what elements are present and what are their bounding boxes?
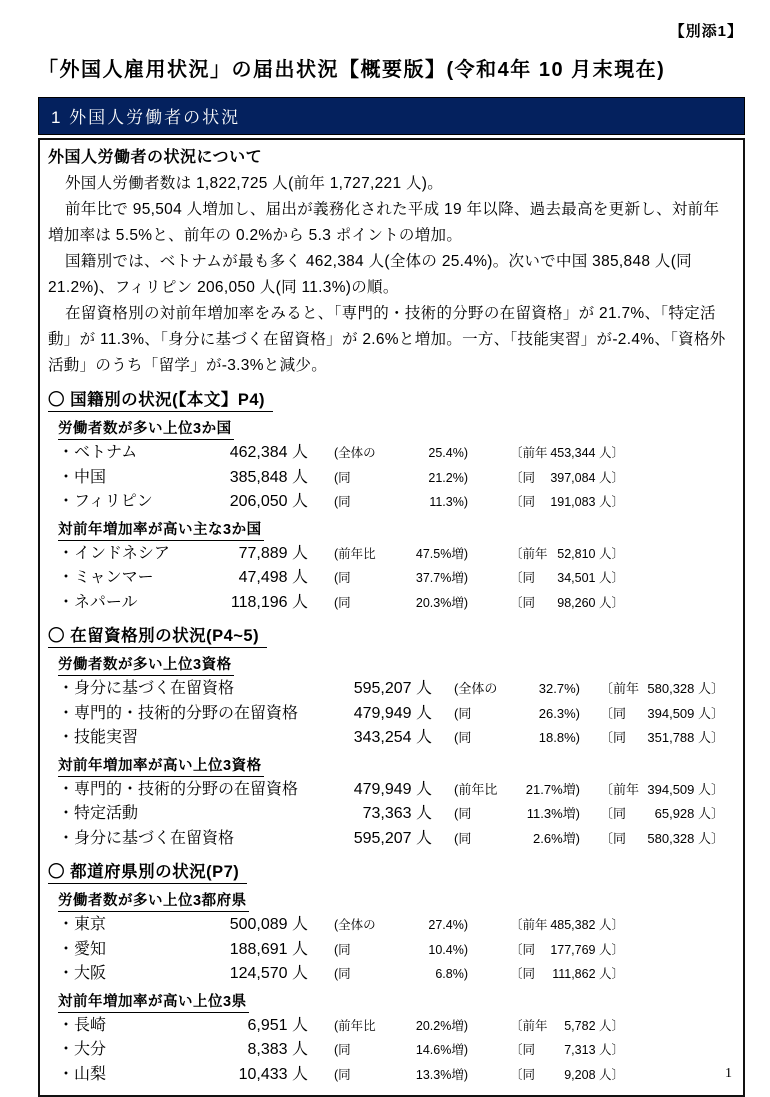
note-value: 14.6%増) xyxy=(415,1043,468,1057)
group-rows xyxy=(58,677,735,751)
prev-value: 394,509 人〕 xyxy=(647,705,724,721)
overview-paragraph: 外国人労働者数は 1,822,725 人(前年 1,727,221 人)。 xyxy=(65,175,444,192)
row-previous-year xyxy=(510,1014,624,1039)
row-share-note xyxy=(454,827,580,852)
data-group xyxy=(58,751,735,852)
note-value: 26.3%) xyxy=(538,705,580,721)
prev-value: 453,344 人〕 xyxy=(550,446,624,460)
row-share-note xyxy=(334,466,468,491)
row-previous-year xyxy=(510,1038,624,1063)
prev-prefix: 〔同 xyxy=(510,967,536,981)
row-value: 6,951 人 xyxy=(247,1016,308,1034)
row-previous-year xyxy=(600,802,724,827)
row-share-note xyxy=(334,566,468,591)
row-share-note xyxy=(334,490,468,515)
note-value: 32.7%) xyxy=(538,681,580,696)
group-rows xyxy=(58,542,735,616)
data-group xyxy=(58,650,735,751)
note-prefix: (同 xyxy=(334,967,351,981)
overview-paragraph: 在留資格別の対前年増加率をみると、「専門的・技術的分野の在留資格」が 21.7%、「特定活動」が 11.3%、「身分に基づく在留資格」が 2.6%と増加。一方、「技能実習」が-2.4%、「資格外活動」のうち「留学」が-3.3%と減少。 xyxy=(48,305,726,374)
note-value: 11.3%) xyxy=(429,495,468,509)
note-prefix: (全体の xyxy=(334,446,376,460)
row-previous-year xyxy=(510,1063,624,1088)
data-row xyxy=(58,827,735,852)
data-row xyxy=(58,726,735,751)
prev-value: 580,328 人〕 xyxy=(647,830,724,846)
group-subheading: 労働者数が多い上位3資格 xyxy=(58,653,234,676)
row-value: 188,691 人 xyxy=(229,940,308,958)
row-label: ・ネパール xyxy=(58,593,138,611)
row-previous-year xyxy=(510,962,624,987)
data-row xyxy=(58,1063,735,1088)
group-subheading: 対前年増加率が高い主な3か国 xyxy=(58,518,264,541)
data-row xyxy=(58,466,735,491)
row-label: ・身分に基づく在留資格 xyxy=(58,680,235,697)
note-value: 37.7%増) xyxy=(415,571,468,585)
row-label: ・大阪 xyxy=(58,965,107,982)
data-group xyxy=(58,987,735,1088)
row-value: 124,570 人 xyxy=(229,965,308,982)
row-label: ・東京 xyxy=(58,916,107,933)
group-rows xyxy=(58,778,735,852)
row-previous-year xyxy=(510,938,624,963)
row-value: 595,207 人 xyxy=(353,680,432,697)
note-prefix: (全体の xyxy=(334,918,376,932)
note-value: 2.6%増) xyxy=(533,830,580,846)
note-prefix: (同 xyxy=(454,730,472,745)
row-previous-year xyxy=(510,490,624,515)
prev-value: 485,382 人〕 xyxy=(550,918,624,932)
prev-prefix: 〔前年 xyxy=(600,681,640,696)
row-previous-year xyxy=(510,542,624,567)
note-prefix: (全体の xyxy=(454,681,498,696)
note-prefix: (前年比 xyxy=(454,781,498,797)
prev-value: 111,862 人〕 xyxy=(552,967,624,981)
note-prefix: (同 xyxy=(334,571,351,585)
prev-value: 5,782 人〕 xyxy=(564,1018,624,1033)
row-label: ・中国 xyxy=(58,468,107,486)
row-label: ・大分 xyxy=(58,1041,107,1058)
row-share-note xyxy=(334,962,468,987)
section-groups xyxy=(48,650,735,851)
data-row xyxy=(58,490,735,515)
row-share-note xyxy=(334,591,468,616)
group-rows xyxy=(58,913,735,987)
overview-paragraphs xyxy=(48,171,735,379)
prev-value: 52,810 人〕 xyxy=(557,546,624,561)
row-value: 479,949 人 xyxy=(353,704,432,722)
row-value: 77,889 人 xyxy=(238,544,308,562)
note-value: 21.7%増) xyxy=(525,781,580,797)
row-value: 500,089 人 xyxy=(229,916,308,933)
prev-value: 177,769 人〕 xyxy=(550,942,624,957)
group-subheading: 対前年増加率が高い上位3県 xyxy=(58,990,249,1013)
row-label: ・愛知 xyxy=(58,940,107,958)
data-group xyxy=(58,886,735,987)
overview-heading: 外国人労働者の状況について xyxy=(48,149,263,166)
group-subheading: 労働者数が多い上位3か国 xyxy=(58,417,234,440)
data-row xyxy=(58,591,735,616)
section-heading xyxy=(48,622,735,648)
row-value: 343,254 人 xyxy=(353,729,432,746)
row-label: ・山梨 xyxy=(58,1065,107,1083)
row-label: ・長崎 xyxy=(58,1016,107,1034)
prev-value: 394,509 人〕 xyxy=(647,781,724,797)
group-subheading: 対前年増加率が高い上位3資格 xyxy=(58,754,264,777)
row-value: 479,949 人 xyxy=(353,780,432,798)
note-prefix: (同 xyxy=(454,806,472,821)
overview-paragraph: 前年比で 95,504 人増加し、届出が義務化された平成 19 年以降、過去最高を更新し、対前年増加率は 5.5%と、前年の 0.2%から 5.3 ポイントの増加。 xyxy=(48,201,720,244)
note-value: 21.2%) xyxy=(428,470,468,485)
row-value: 118,196 人 xyxy=(230,593,308,611)
row-previous-year xyxy=(600,677,724,702)
row-label: ・専門的・技術的分野の在留資格 xyxy=(58,780,299,798)
note-value: 20.3%増) xyxy=(415,595,468,610)
sections-container xyxy=(48,386,735,1087)
row-label: ・ミャンマー xyxy=(58,569,154,586)
prev-prefix: 〔同 xyxy=(600,806,627,821)
row-previous-year xyxy=(510,913,624,938)
section-groups xyxy=(48,414,735,615)
note-value: 47.5%増) xyxy=(415,546,468,561)
data-row xyxy=(58,566,735,591)
data-row xyxy=(58,802,735,827)
content-box xyxy=(38,138,745,1097)
note-prefix: (同 xyxy=(454,830,472,846)
data-row xyxy=(58,441,735,466)
section-residence-status xyxy=(48,622,735,851)
note-prefix: (同 xyxy=(334,595,351,610)
row-previous-year xyxy=(600,702,724,727)
row-share-note xyxy=(334,1014,468,1039)
note-prefix: (同 xyxy=(334,1067,351,1082)
page-number: 1 xyxy=(725,1066,732,1081)
section-groups xyxy=(48,886,735,1087)
prev-prefix: 〔同 xyxy=(600,705,627,721)
row-previous-year xyxy=(600,726,724,751)
section-nationality xyxy=(48,386,735,615)
row-label: ・インドネシア xyxy=(58,544,170,562)
row-label: ・技能実習 xyxy=(58,729,139,746)
note-prefix: (同 xyxy=(334,942,351,957)
row-value: 385,848 人 xyxy=(229,468,308,486)
row-share-note xyxy=(454,677,580,702)
row-previous-year xyxy=(600,778,724,803)
prev-prefix: 〔同 xyxy=(510,571,536,585)
prev-prefix: 〔前年 xyxy=(510,918,548,932)
row-value: 462,384 人 xyxy=(229,444,308,461)
data-row xyxy=(58,938,735,963)
prev-prefix: 〔同 xyxy=(510,495,536,509)
prev-value: 9,208 人〕 xyxy=(564,1067,624,1082)
prev-value: 351,788 人〕 xyxy=(647,730,724,745)
note-value: 11.3%増) xyxy=(526,806,580,821)
data-row xyxy=(58,677,735,702)
row-label: ・フィリピン xyxy=(58,493,153,510)
row-share-note xyxy=(454,726,580,751)
row-previous-year xyxy=(510,566,624,591)
group-subheading: 労働者数が多い上位3都府県 xyxy=(58,889,249,912)
note-prefix: (同 xyxy=(334,470,351,485)
section-heading-text: 〇 都道府県別の状況(P7) xyxy=(48,858,247,884)
section-heading xyxy=(48,386,735,412)
data-row xyxy=(58,778,735,803)
data-row xyxy=(58,962,735,987)
section-heading-text: 〇 国籍別の状況(【本文】P4) xyxy=(48,386,273,412)
prev-prefix: 〔同 xyxy=(510,595,536,610)
data-group xyxy=(58,414,735,515)
row-share-note xyxy=(334,938,468,963)
note-value: 25.4%) xyxy=(428,446,468,460)
attachment-label: 【別添1】 xyxy=(669,23,743,40)
prev-prefix: 〔同 xyxy=(510,1067,536,1082)
prev-prefix: 〔前年 xyxy=(510,546,548,561)
note-value: 10.4%) xyxy=(428,942,468,957)
row-previous-year xyxy=(510,466,624,491)
row-share-note xyxy=(454,802,580,827)
prev-prefix: 〔前年 xyxy=(600,781,640,797)
prev-prefix: 〔同 xyxy=(510,942,536,957)
data-group xyxy=(58,515,735,616)
section-prefecture xyxy=(48,858,735,1087)
data-row xyxy=(58,702,735,727)
group-rows xyxy=(58,441,735,515)
note-prefix: (前年比 xyxy=(334,546,376,561)
section-heading-text: 〇 在留資格別の状況(P4~5) xyxy=(48,622,267,648)
overview-paragraph: 国籍別では、ベトナムが最も多く 462,384 人(全体の 25.4%)。次いで中国 385,848 人(同 21.2%)、フィリピン 206,050 人(同 11.3%)の順。 xyxy=(48,253,692,296)
row-share-note xyxy=(334,441,468,466)
note-value: 20.2%増) xyxy=(415,1018,468,1033)
note-prefix: (同 xyxy=(454,705,472,721)
group-rows xyxy=(58,1014,735,1088)
prev-prefix: 〔同 xyxy=(600,730,627,745)
row-value: 8,383 人 xyxy=(247,1041,308,1058)
row-share-note xyxy=(334,542,468,567)
section-heading xyxy=(48,858,735,884)
row-share-note xyxy=(454,702,580,727)
prev-prefix: 〔前年 xyxy=(510,1018,548,1033)
row-share-note xyxy=(334,1063,468,1088)
row-share-note xyxy=(334,1038,468,1063)
prev-value: 98,260 人〕 xyxy=(557,595,624,610)
data-row xyxy=(58,1014,735,1039)
row-previous-year xyxy=(510,591,624,616)
prev-value: 65,928 人〕 xyxy=(654,806,724,821)
page-title: 「外国人雇用状況」の届出状況【概要版】(令和4年 10 月末現在) xyxy=(38,59,666,81)
prev-value: 7,313 人〕 xyxy=(564,1043,624,1057)
note-prefix: (前年比 xyxy=(334,1018,376,1033)
row-share-note xyxy=(454,778,580,803)
section-header-bar: 1 外国人労働者の状況 xyxy=(38,97,745,135)
row-share-note xyxy=(334,913,468,938)
note-value: 18.8%) xyxy=(538,730,580,745)
row-previous-year xyxy=(600,827,724,852)
row-value: 47,498 人 xyxy=(238,569,308,586)
row-label: ・身分に基づく在留資格 xyxy=(58,829,235,847)
row-value: 73,363 人 xyxy=(362,805,432,822)
prev-value: 397,084 人〕 xyxy=(550,470,624,485)
prev-prefix: 〔同 xyxy=(510,1043,536,1057)
prev-value: 580,328 人〕 xyxy=(647,681,724,696)
row-value: 206,050 人 xyxy=(229,493,308,510)
note-prefix: (同 xyxy=(334,1043,351,1057)
note-value: 6.8%) xyxy=(435,967,468,981)
note-value: 13.3%増) xyxy=(415,1067,468,1082)
row-previous-year xyxy=(510,441,624,466)
data-row xyxy=(58,542,735,567)
data-row xyxy=(58,1038,735,1063)
prev-prefix: 〔同 xyxy=(510,470,536,485)
data-row xyxy=(58,913,735,938)
row-label: ・ベトナム xyxy=(58,444,138,461)
prev-prefix: 〔同 xyxy=(600,830,627,846)
row-label: ・専門的・技術的分野の在留資格 xyxy=(58,704,299,722)
row-value: 595,207 人 xyxy=(353,829,432,847)
row-label: ・特定活動 xyxy=(58,805,139,822)
prev-prefix: 〔前年 xyxy=(510,446,548,460)
note-prefix: (同 xyxy=(334,495,351,509)
prev-value: 191,083 人〕 xyxy=(550,495,624,509)
note-value: 27.4%) xyxy=(428,918,468,932)
row-value: 10,433 人 xyxy=(238,1065,308,1083)
prev-value: 34,501 人〕 xyxy=(557,571,624,585)
